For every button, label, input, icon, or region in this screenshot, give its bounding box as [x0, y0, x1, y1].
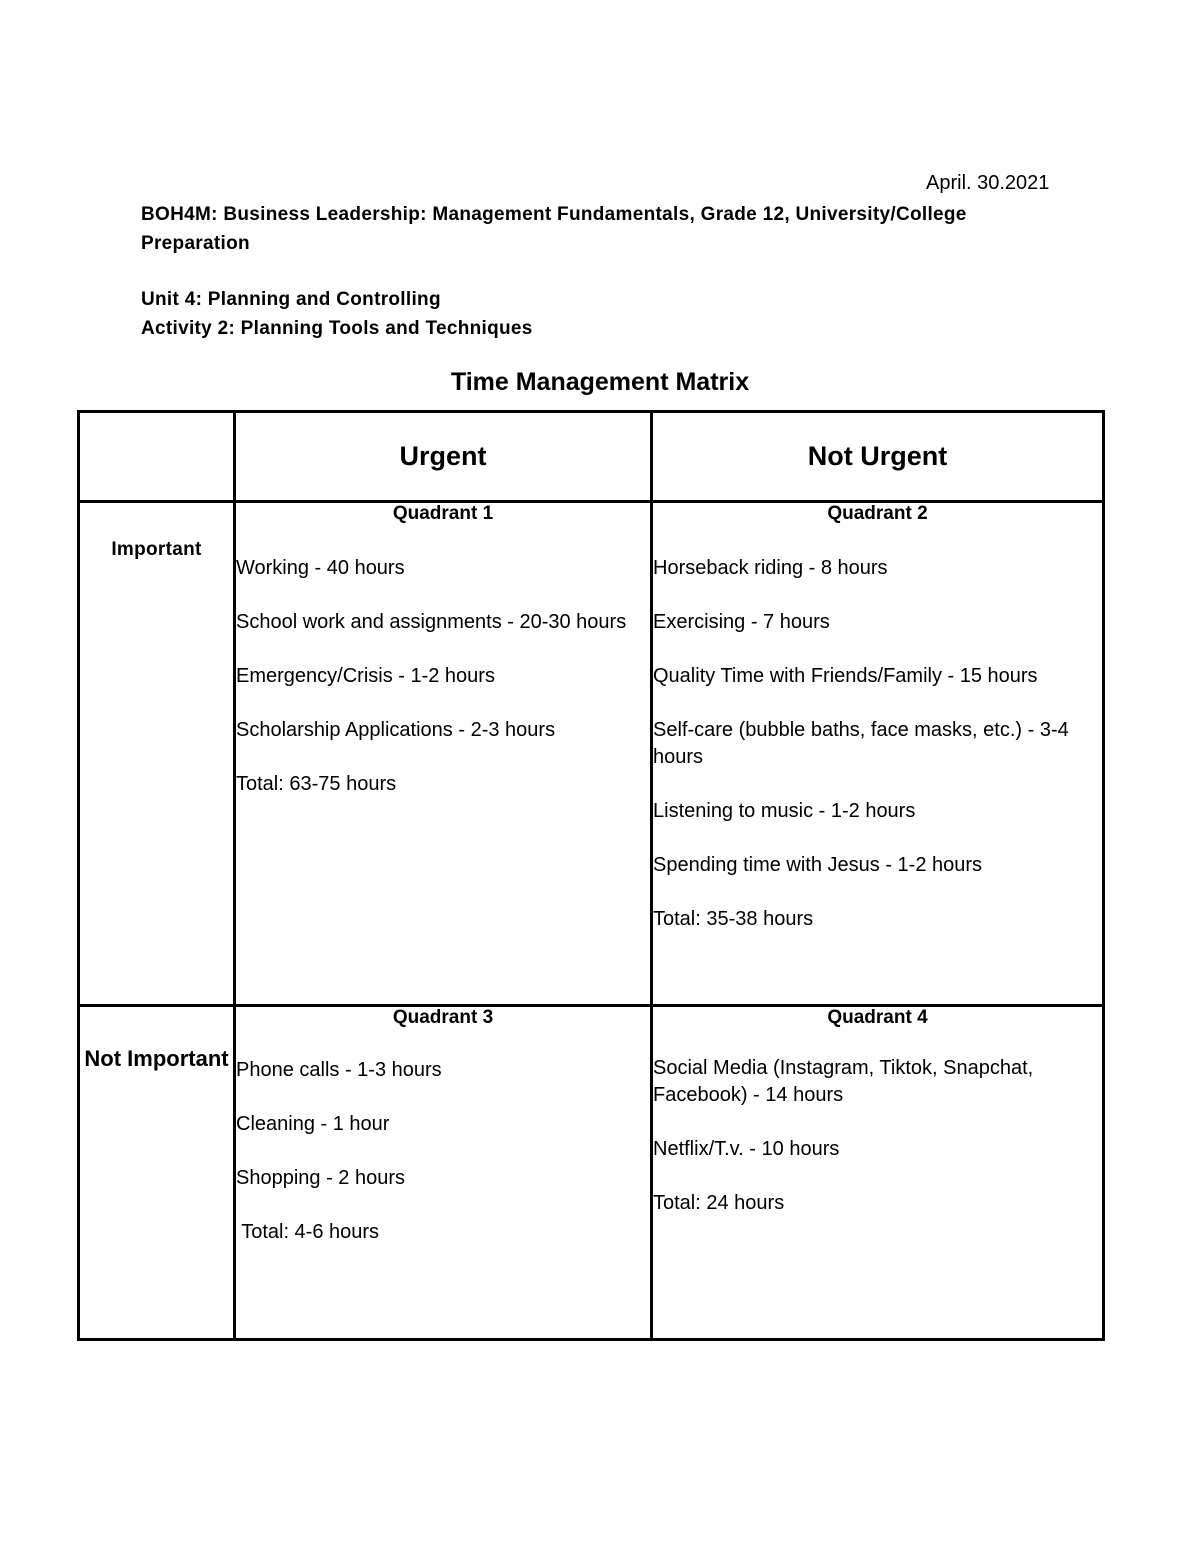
quadrant-2-item: Horseback riding - 8 hours: [653, 557, 888, 579]
quadrant-3-item: Phone calls - 1-3 hours: [236, 1059, 442, 1081]
quadrant-3-total: Total: 4-6 hours: [236, 1221, 380, 1243]
quadrant-1-item: School work and assignments - 20-30 hours: [236, 611, 627, 633]
quadrant-1-item: Emergency/Crisis - 1-2 hours: [236, 665, 495, 687]
quadrant-3-cell: [235, 1006, 652, 1340]
matrix-title: Time Management Matrix: [450, 368, 750, 396]
empty-corner-cell: [79, 412, 235, 502]
row-label-cell-important: [79, 502, 235, 1006]
quadrant-4-total: Total: 24 hours: [653, 1192, 785, 1214]
quadrant-1-cell: [235, 502, 652, 1006]
matrix-row-important: [79, 502, 1104, 1006]
quadrant-3-title: Quadrant 3: [392, 1007, 494, 1028]
course-title-line-2: Preparation: [141, 233, 250, 254]
quadrant-2-cell: [652, 502, 1104, 1006]
row-label-important: Important: [111, 539, 202, 560]
quadrant-2-total: Total: 35-38 hours: [653, 908, 814, 930]
column-header-not-urgent: Not Urgent: [652, 412, 1104, 502]
quadrant-1-item: Working - 40 hours: [236, 557, 405, 579]
column-header-urgent: Urgent: [235, 412, 652, 502]
quadrant-2-title: Quadrant 2: [827, 503, 928, 524]
quadrant-2-item: Quality Time with Friends/Family - 15 hours: [653, 665, 1038, 687]
quadrant-1-title: Quadrant 1: [392, 503, 494, 524]
quadrant-1-total: Total: 63-75 hours: [236, 773, 397, 795]
header-spacer: [141, 258, 1071, 285]
unit-title: Unit 4: Planning and Controlling: [141, 289, 441, 310]
quadrant-2-item: Spending time with Jesus - 1-2 hours: [653, 854, 983, 876]
quadrant-2-item: Listening to music - 1-2 hours: [653, 800, 916, 822]
activity-title: Activity 2: Planning Tools and Techniques: [141, 318, 533, 339]
quadrant-4-item: Netflix/T.v. - 10 hours: [653, 1138, 840, 1160]
document-date: April. 30.2021: [926, 172, 1050, 194]
row-label-not-important: Not Important: [84, 1046, 229, 1071]
quadrant-2-item: Exercising - 7 hours: [653, 611, 830, 633]
matrix-row-not-important: [79, 1006, 1104, 1340]
quadrant-4-item: Social Media (Instagram, Tiktok, Snapchat, Facebook) - 14 hours: [653, 1057, 1034, 1106]
course-title-line-1: BOH4M: Business Leadership: Management Fundamentals, Grade 12, University/College: [141, 204, 967, 225]
quadrant-3-item: Cleaning - 1 hour: [236, 1113, 390, 1135]
time-management-matrix: [77, 410, 1105, 1341]
quadrant-2-item: Self-care (bubble baths, face masks, etc.) - 3-4 hours: [653, 719, 1069, 768]
quadrant-4-cell: [652, 1006, 1104, 1340]
quadrant-4-title: Quadrant 4: [827, 1007, 928, 1028]
row-label-cell-not-important: [79, 1006, 235, 1340]
course-header: [141, 200, 1071, 343]
quadrant-1-item: Scholarship Applications - 2-3 hours: [236, 719, 556, 741]
quadrant-3-item: Shopping - 2 hours: [236, 1167, 406, 1189]
matrix-header-row: [79, 412, 1104, 502]
